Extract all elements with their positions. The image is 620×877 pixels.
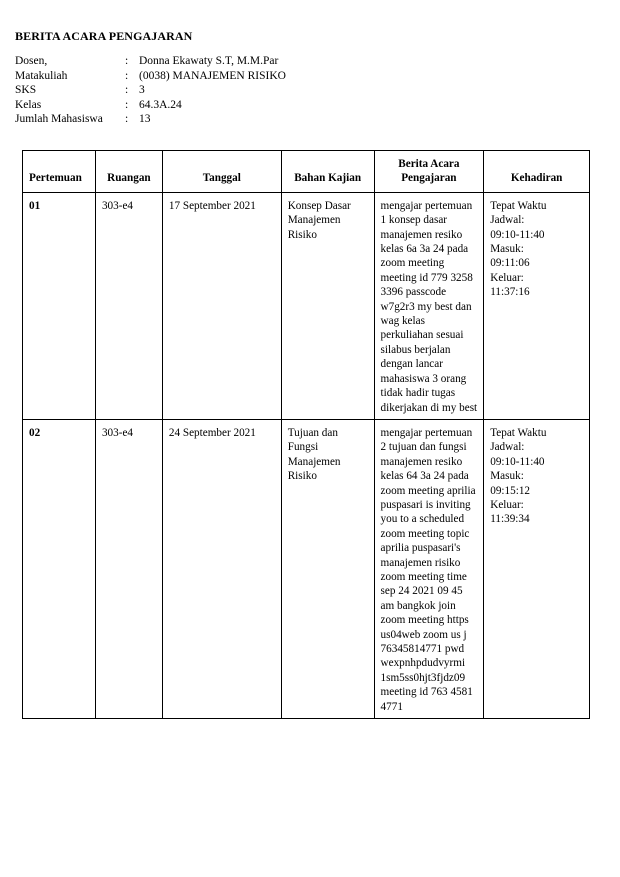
info-label: Matakuliah [15, 69, 68, 82]
column-header-ruangan: Ruangan [95, 151, 162, 193]
document-title: BERITA ACARA PENGAJARAN [15, 29, 193, 43]
cell-ruangan: 303-e4 [95, 419, 162, 718]
column-header-pertemuan: Pertemuan [23, 151, 96, 193]
info-row-jumlah-mahasiswa [15, 112, 286, 127]
info-value: (0038) MANAJEMEN RISIKO [139, 69, 286, 82]
info-label: SKS [15, 84, 37, 97]
info-colon: : [125, 55, 129, 67]
info-colon: : [125, 98, 129, 111]
table-header-row [23, 151, 590, 193]
cell-ruangan: 303-e4 [95, 192, 162, 419]
cell-bahan-kajian: Tujuan dan Fungsi Manajemen Risiko [281, 419, 374, 718]
cell-kehadiran: Tepat Waktu Jadwal: 09:10-11:40 Masuk: 09:11:06 Keluar: 11:37:16 [484, 192, 590, 419]
teaching-record-table [22, 150, 590, 719]
cell-pertemuan: 02 [23, 419, 96, 718]
info-value: 3 [139, 84, 145, 97]
info-label: Kelas [15, 98, 42, 111]
info-row-dosen [15, 54, 286, 69]
cell-berita-acara: mengajar pertemuan 2 tujuan dan fungsi manajemen resiko kelas 64 3a 24 pada zoom meeting aprilia puspasari is inviting you to a scheduled zoom meeting topic aprilia puspasari's manajemen risiko zoom meeting time sep 24 2021 09 45 am bangkok join zoom meeting https us04web zoom us j 76345814771 pwd wexpnhpdudvyrmi 1sm5ss0hjt3fjdz09 meeting id 763 4581 4771 [374, 419, 484, 718]
column-header-tanggal: Tanggal [162, 151, 281, 193]
cell-tanggal: 17 September 2021 [162, 192, 281, 419]
info-label: Jumlah Mahasiswa [15, 113, 103, 126]
cell-pertemuan: 01 [23, 192, 96, 419]
course-info [15, 54, 286, 127]
cell-tanggal: 24 September 2021 [162, 419, 281, 718]
cell-kehadiran: Tepat Waktu Jadwal: 09:10-11:40 Masuk: 09:15:12 Keluar: 11:39:34 [484, 419, 590, 718]
cell-berita-acara: mengajar pertemuan 1 konsep dasar manajemen resiko kelas 6a 3a 24 pada zoom meeting meeting id 779 3258 3396 passcode w7g2r3 my best dan wag kelas perkuliahan sesuai silabus berjalan dengan lancar mahasiswa 3 orang tidak hadir tugas dikerjakan di my best [374, 192, 484, 419]
info-value: 64.3A.24 [139, 98, 182, 111]
info-row-matakuliah [15, 69, 286, 84]
info-colon: : [125, 84, 129, 97]
table-row [23, 419, 590, 718]
info-row-kelas [15, 98, 286, 113]
info-colon: : [125, 113, 129, 126]
info-value: 13 [139, 113, 151, 126]
cell-bahan-kajian: Konsep Dasar Manajemen Risiko [281, 192, 374, 419]
info-label: Dosen, [15, 55, 48, 67]
column-header-kehadiran: Kehadiran [484, 151, 590, 193]
column-header-bahan-kajian: Bahan Kajian [281, 151, 374, 193]
column-header-berita-acara: Berita Acara Pengajaran [374, 151, 484, 193]
info-colon: : [125, 69, 129, 82]
info-value: Donna Ekawaty S.T, M.M.Par [139, 55, 279, 67]
info-row-sks [15, 83, 286, 98]
table-row [23, 192, 590, 419]
